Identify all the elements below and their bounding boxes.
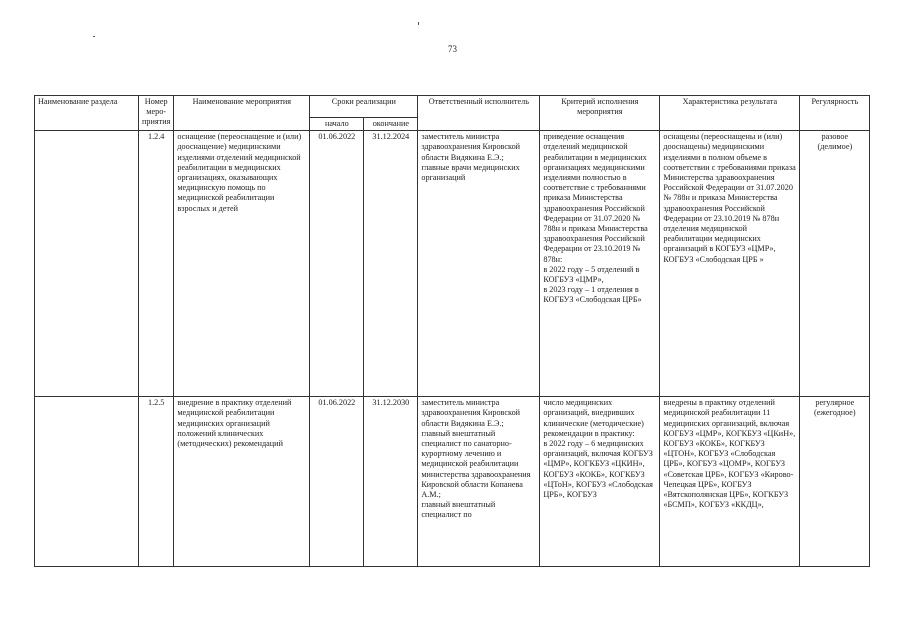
col-header-criterion: Критерий исполнения мероприятия — [540, 96, 660, 131]
table-row — [35, 131, 870, 397]
row-criterion: число медицинских организаций, внедривших клинические (методические) рекомендации в практику: в 2022 году – 6 медицинских организаций, включая КОГБУЗ «ЦМР», КОГКБУЗ «ЦКИН», КОГБУЗ «КОКБ», КОГКБУЗ «ЦТоН», КОГБУЗ «Слободская ЦРБ», КОГБУЗ — [540, 397, 660, 567]
row-criterion: приведение оснащения отделений медицинской реабилитации в медицинских организациях медицинскими изделиями полностью в соответствие с требованиями приказа Министерства здравоохранения Российской Федерации от 31.07.2020 № 788н и приказа Министерства здравоохранения Российской Федерации от 23.10.2019 № 878н: в 2022 году – 5 отделений в КОГБУЗ «ЦМР», в 2023 году – 1 отделения в КОГБУЗ «Слободская ЦРБ» — [540, 131, 660, 397]
row-regularity: разовое (делимое) — [800, 131, 870, 397]
row-responsible: заместитель министра здравоохранения Кировской области Видякина Е.Э.; главный внештатный специалист по санаторно-курортному лечению и медицинской реабилитации министерства здравоохранения Кировской области Копанева А.М.; главный внештатный специалист по — [418, 397, 540, 567]
row-end-date: 31.12.2030 — [364, 397, 418, 567]
header-row — [35, 96, 870, 118]
row-number: 1.2.5 — [139, 397, 174, 567]
scan-speck — [418, 22, 419, 25]
events-table — [34, 95, 870, 567]
col-header-event-name: Наименование мероприятия — [174, 96, 310, 131]
table-row — [35, 397, 870, 567]
row-event-name: оснащение (переоснащение и (или) дооснащение) медицинскими изделиями отделений медицинской реабилитации в медицинских организациях, оказывающих медицинскую помощь по медицинской реабилитации взрослых и детей — [174, 131, 310, 397]
row-start-date: 01.06.2022 — [310, 131, 364, 397]
row-number: 1.2.4 — [139, 131, 174, 397]
row-responsible: заместитель министра здравоохранения Кировской области Видякина Е.Э.; главные врачи медицинских организаций — [418, 131, 540, 397]
page-number: 73 — [448, 44, 457, 54]
col-header-result: Характеристика результата — [660, 96, 800, 131]
col-header-terms: Сроки реализации — [310, 96, 418, 118]
col-header-responsible: Ответственный исполнитель — [418, 96, 540, 131]
row-start-date: 01.06.2022 — [310, 397, 364, 567]
row-end-date: 31.12.2024 — [364, 131, 418, 397]
row-section — [35, 397, 139, 567]
col-header-number: Номер меро-приятия — [139, 96, 174, 131]
row-result: оснащены (переоснащены и (или) дооснащены) медицинскими изделиями в полном объеме в соответствии с требованиями приказа Министерства здравоохранения Российской Федерации от 31.07.2020 № 788н и приказа Министерства здравоохранения Российской Федерации от 23.10.2019 № 878н отделения медицинской реабилитации медицинских организаций в КОГБУЗ «ЦМР», КОГБУЗ «Слободская ЦРБ » — [660, 131, 800, 397]
row-result: внедрены в практику отделений медицинской реабилитации 11 медицинских организаций, включая КОГБУЗ «ЦМР», КОГКБУЗ «ЦКиН», КОГБУЗ «КОКБ», КОГКБУЗ «ЦТОН», КОГБУЗ «Слободская ЦРБ», КОГБУЗ «ЦОМР», КОГБУЗ «Советская ЦРБ», КОГБУЗ «Кирово-Чепецкая ЦРБ», КОГБУЗ «Вятскополянская ЦРБ», КОГКБУЗ «БСМП», КОГБУЗ «ККДЦ», — [660, 397, 800, 567]
col-header-end: окончание — [364, 118, 418, 131]
col-header-regularity: Регулярность — [800, 96, 870, 131]
col-header-start: начало — [310, 118, 364, 131]
row-section — [35, 131, 139, 397]
col-header-section: Наименование раздела — [35, 96, 139, 131]
row-regularity: регулярное (ежегодное) — [800, 397, 870, 567]
scan-speck — [93, 36, 95, 37]
row-event-name: внедрение в практику отделений медицинской реабилитации медицинских организаций положений клинических (методических) рекомендаций — [174, 397, 310, 567]
